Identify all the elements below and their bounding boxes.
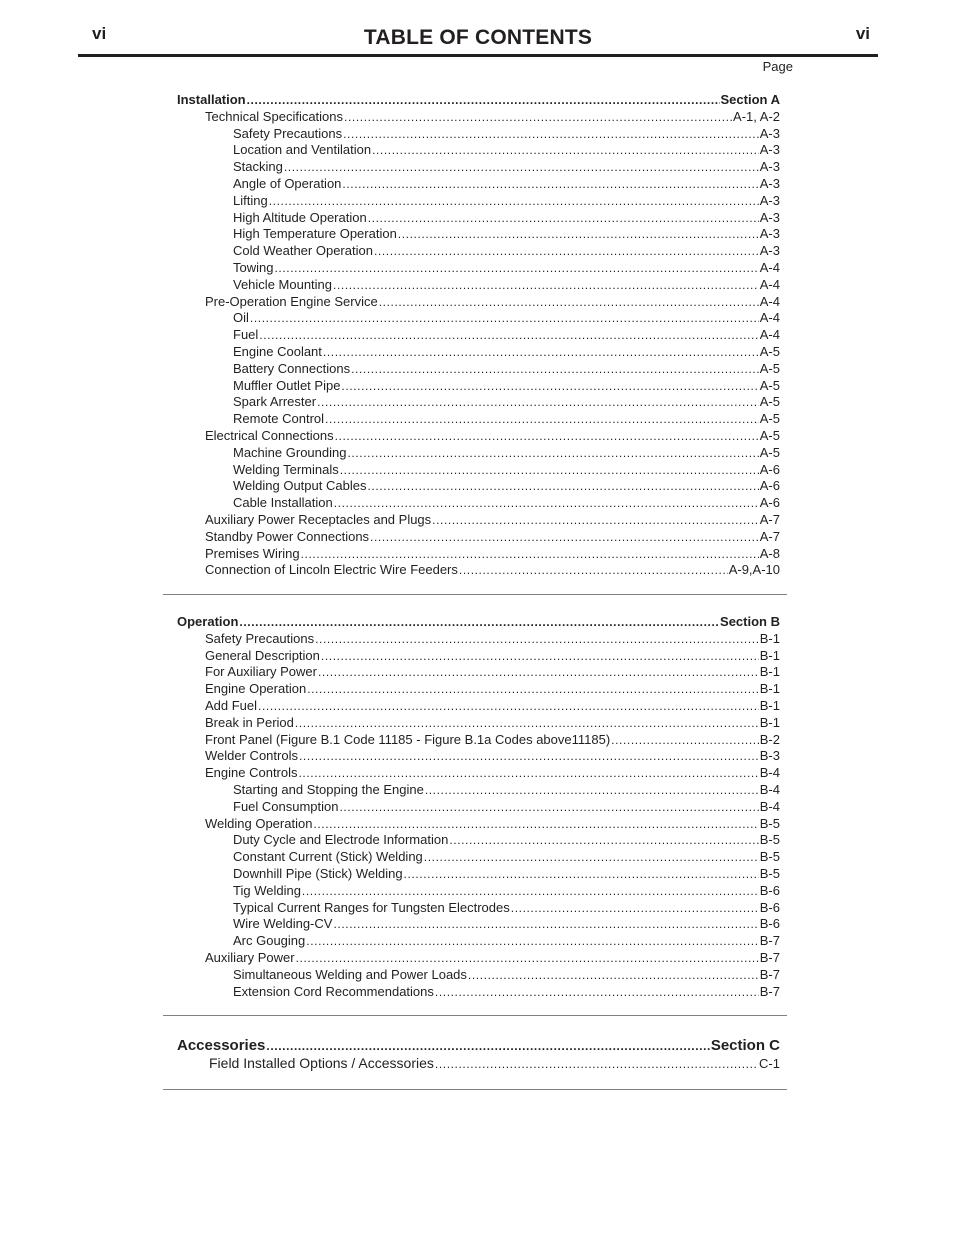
toc-entry-page: B-1 — [759, 714, 780, 730]
toc-entry-label: Vehicle Mounting — [233, 276, 333, 292]
toc-entry-page: A-3 — [759, 192, 780, 208]
toc-entry-page: A-8 — [759, 545, 780, 561]
toc-entry-page: B-6 — [759, 899, 780, 915]
toc-entry-page: B-7 — [759, 933, 780, 949]
toc-entry-page: Section B — [720, 614, 780, 629]
toc-entry-label: Engine Operation — [205, 681, 307, 697]
toc-entry-label: Simultaneous Welding and Power Loads — [233, 966, 467, 982]
toc-entry-page: A-3 — [759, 125, 780, 141]
toc-entry-label: Break in Period — [205, 714, 294, 730]
page-number-right: vi — [855, 24, 870, 43]
toc-entry-page: A-1, A-2 — [733, 108, 780, 124]
toc-entry-page: A-5 — [759, 428, 780, 443]
toc-entry-label: Auxiliary Power Receptacles and Plugs — [205, 512, 432, 527]
toc-entry-label: Starting and Stopping the Engine — [233, 782, 424, 797]
toc-entry-label: Field Installed Options / Accessories — [209, 1055, 434, 1071]
toc-entry-page: A-4 — [759, 310, 780, 326]
toc-entry-label: Angle of Operation — [233, 176, 342, 191]
toc-entry-label: Connection of Lincoln Electric Wire Feeders — [205, 562, 458, 578]
toc-entry-page: A-3 — [759, 209, 780, 225]
toc-entry-page: B-1 — [759, 664, 780, 680]
toc-entry-page: B-7 — [759, 983, 780, 999]
toc-entry-page: A-7 — [759, 528, 780, 544]
toc-entry-page: B-4 — [759, 798, 780, 814]
toc-entry-label: Extension Cord Recommendations — [233, 983, 434, 999]
toc-entry-label: Safety Precautions — [205, 630, 315, 646]
toc-section-accessories — [163, 0, 787, 1235]
toc-entry-label: Duty Cycle and Electrode Information — [233, 832, 449, 848]
toc-entry-label: Spark Arrester — [233, 394, 317, 410]
toc-entry-label: Standby Power Connections — [205, 528, 370, 544]
toc-entry-label: Accessories — [177, 1037, 266, 1054]
toc-entry-page: A-5 — [759, 444, 780, 460]
toc-entry-label: Wire Welding-CV — [233, 916, 333, 932]
toc-entry-page: A-6 — [759, 495, 780, 511]
toc-entry-label: Lifting — [233, 192, 268, 208]
toc-entry-page: A-4 — [759, 260, 780, 275]
toc-entry-label: High Temperature Operation — [233, 226, 397, 242]
toc-entry-label: Safety Precautions — [233, 125, 343, 141]
toc-entry-label: Welding Operation — [205, 815, 313, 831]
toc-entry-label: Technical Specifications — [205, 108, 344, 124]
toc-entry-page: B-5 — [759, 849, 780, 865]
toc-entry-label: Front Panel (Figure B.1 Code 11185 - Figure B.1a Codes above11185) — [205, 731, 611, 747]
toc-entry-page: B-1 — [759, 681, 780, 697]
toc-entry-label: Cable Installation — [233, 495, 333, 511]
toc-entry-page: B-5 — [759, 815, 780, 831]
page-number-left: vi — [92, 24, 107, 43]
toc-entry-label: Engine Coolant — [233, 344, 322, 359]
toc-entry-page: A-3 — [759, 243, 780, 259]
toc-entry-page: A-6 — [759, 461, 780, 477]
toc-entry-page: Section C — [710, 1037, 780, 1054]
toc-entry-label: Constant Current (Stick) Welding — [233, 849, 423, 865]
toc-entry-page: B-7 — [759, 950, 780, 965]
toc-entry-page: B-7 — [759, 966, 780, 982]
toc-entry-page: A-5 — [759, 360, 780, 376]
toc-section-heading[interactable] — [163, 1036, 787, 1055]
toc-entry-label: Muffler Outlet Pipe — [233, 377, 341, 393]
toc-entry-page: B-6 — [759, 916, 780, 932]
toc-entry-page: A-3 — [759, 159, 780, 175]
toc-entry-page: A-3 — [759, 226, 780, 242]
page-title: TABLE OF CONTENTS — [363, 26, 593, 49]
toc-entry-page: B-4 — [759, 782, 780, 797]
page-column-label: Page — [762, 59, 793, 74]
toc-entry-label: Oil — [233, 310, 249, 326]
toc-entry-label: Machine Grounding — [233, 444, 347, 460]
toc-entry-page: A-7 — [759, 512, 780, 527]
toc-entry-page: B-3 — [759, 748, 780, 764]
toc-entry-label: Welding Terminals — [233, 461, 339, 477]
toc-entry-page: Section A — [720, 92, 780, 107]
toc-entry[interactable] — [163, 1055, 787, 1072]
toc-entry-label: Towing — [233, 260, 274, 275]
toc-entry-label: Engine Controls — [205, 765, 298, 781]
toc-entry-page: A-6 — [759, 478, 780, 494]
toc-entry-page: A-3 — [759, 142, 780, 158]
toc-entry-label: Fuel Consumption — [233, 798, 339, 814]
toc-entry-label: Pre-Operation Engine Service — [205, 293, 378, 309]
toc-entry-label: Location and Ventilation — [233, 142, 372, 158]
toc-entry-page: C-1 — [759, 1056, 780, 1071]
toc-entry-label: Tig Welding — [233, 882, 301, 898]
toc-entry-label: Electrical Connections — [205, 428, 334, 443]
toc-entry-label: Arc Gouging — [233, 933, 306, 949]
toc-entry-page: A-5 — [759, 411, 780, 427]
toc-entry-page: B-4 — [759, 765, 780, 781]
toc-entry-page: B-1 — [759, 647, 780, 663]
toc-entry-label: Operation — [177, 614, 239, 629]
toc-entry-page: A-5 — [759, 377, 780, 393]
toc-leader-dots — [435, 1056, 758, 1073]
toc-entry-label: Cold Weather Operation — [233, 243, 373, 259]
toc-entry-page: B-1 — [759, 698, 780, 713]
toc-entry-page: B-1 — [759, 630, 780, 646]
toc-entry-label: High Altitude Operation — [233, 209, 367, 225]
toc-entry-label: Installation — [177, 92, 246, 107]
toc-entry-label: Premises Wiring — [205, 545, 300, 561]
toc-entry-label: Remote Control — [233, 411, 325, 427]
toc-entry-page: B-6 — [759, 882, 780, 898]
toc-entry-label: For Auxiliary Power — [205, 664, 317, 680]
toc-entry-label: Welder Controls — [205, 748, 298, 764]
toc-entry-page: A-9,A-10 — [728, 562, 780, 578]
toc-entry-page: A-4 — [759, 293, 780, 309]
toc-entry-page: A-4 — [759, 276, 780, 292]
toc-entry-label: Fuel — [233, 327, 259, 343]
toc-entry-page: A-5 — [759, 344, 780, 359]
toc-entry-label: Downhill Pipe (Stick) Welding — [233, 866, 403, 881]
toc-entry-label: Welding Output Cables — [233, 478, 367, 494]
toc-leader-dots — [266, 1037, 709, 1056]
toc-entry-page: A-3 — [759, 176, 780, 191]
toc-entry-page: A-5 — [759, 394, 780, 410]
toc-entry-label: Stacking — [233, 159, 283, 175]
toc-entry-label: Add Fuel — [205, 698, 258, 713]
section-divider — [163, 1089, 787, 1090]
toc-entry-page: B-5 — [759, 832, 780, 848]
toc-entry-page: A-4 — [759, 327, 780, 343]
toc-entry-page: B-5 — [759, 866, 780, 881]
toc-entry-label: Battery Connections — [233, 360, 351, 376]
toc-entry-page: B-2 — [759, 731, 780, 747]
toc-entry-label: Auxiliary Power — [205, 950, 295, 965]
toc-entry-label: Typical Current Ranges for Tungsten Electrodes — [233, 899, 510, 915]
toc-entry-label: General Description — [205, 647, 320, 663]
